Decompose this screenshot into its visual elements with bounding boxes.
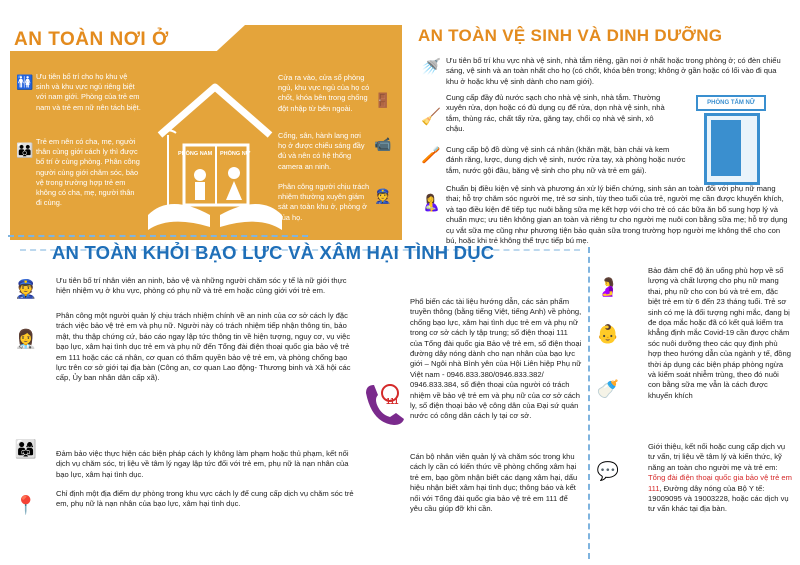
location-icon: 📍 (14, 495, 38, 515)
caregiver-icon: 👩‍⚕️ (14, 329, 38, 349)
hygiene-p4: Chuẩn bị điều kiện vệ sinh và phương án xử lý biến chứng, sinh sản an toàn đối với phụ nữ mang thai; hỗ trợ chăm sóc người mẹ, trẻ sơ sinh, tùy theo tuổi của trẻ, người mẹ cần được khuyến khích, và tạo điều kiện để tiếp tục nuôi bằng sữa mẹ kết hợp với cho trẻ có các bữa ăn bổ sung hợp lý và chuẩn mực; ưu tiên không gian an toàn và riêng tư cho người mẹ nuôi con bằng sữa mẹ; hỗ trợ dụng cụ vắt sữa mẹ cũng như phương tiện bảo quản sữa trong trường hợp người mẹ không thể cho con bú, hoặc khi trẻ không thể trực tiếp bú mẹ. (446, 184, 788, 246)
door-panel (711, 120, 741, 176)
safe-home-title: AN TOÀN NƠI Ở (14, 29, 169, 50)
violence-col3-p2 (648, 442, 792, 515)
safe-home-panel (10, 25, 402, 240)
safe-home-right-p3: Phân công người chịu trách nhiệm thường xuyên giám sát an toàn khu ở, phòng ở của họ. (278, 182, 370, 222)
toothbrush-icon: 🪥 (421, 147, 441, 164)
safe-home-right-p1: Cửa ra vào, cửa sổ phòng ngủ, khu vực ngủ của họ có chốt, khóa bên trong chống đột nhập từ bên ngoài. (278, 73, 370, 113)
safe-home-left-p1: Ưu tiên bố trí cho họ khu vệ sinh và khu vực ngủ riêng biệt với nam giới. Phòng của trẻ em nam và trẻ em nữ nên tách biệt. (36, 72, 141, 112)
counsel-icon: 💬 (596, 461, 620, 481)
col3-p2-text-a: Giới thiệu, kết nối hoặc cung cấp dịch vụ tư vấn, trị liệu về tâm lý và kiến thức, kỹ năng an toàn cho người mẹ và trẻ em: (648, 442, 786, 472)
violence-title: AN TOÀN KHỎI BẠO LỰC VÀ XÂM HẠI TÌNH DỤC (52, 242, 495, 263)
toilet-icon: 🚻 (16, 74, 34, 90)
safe-home-right-p2: Cổng, sân, hành lang nơi họ ở được chiếu sáng đầy đủ và nên có hệ thống camera an ninh. (278, 131, 365, 171)
col3-p2-text-b: , Đường dây nóng của Bộ Y tế: 19009095 và 19003228, hoặc các dịch vụ tư vấn khác tại địa bàn. (648, 483, 789, 514)
divider-left (8, 235, 308, 237)
room-label-men: PHÒNG NAM (178, 151, 213, 157)
safe-home-left-p2: Trẻ em nên có cha, mẹ, người thân cùng giới cách ly thì được bố trí ở cùng phòng. Phân công người cùng giới chăm sóc, bảo vệ trong trường hợp trẻ em không có cha, mẹ, người thân đi cùng. (36, 137, 140, 208)
violence-col3-p1: Bảo đảm chế độ ăn uống phù hợp về số lượng và chất lượng cho phụ nữ mang thai, phụ nữ cho con bú và trẻ em, đặc biệt trẻ em từ 6 đến 23 tháng tuổi. Trẻ sơ sinh có mẹ là đối tượng nghi mắc, đang bị đe dọa mắc hoặc đã có kết quả kiểm tra khẳng định mắc Covid-19 cần được chăm sóc nuôi dưỡng theo các quy định phù hợp theo hướng dẫn của ngành y tế, đồng thời áp dụng các biện pháp phòng ngừa và kiểm soát nhiễm trùng, theo đó nuôi con bằng sữa mẹ vẫn là cách được khuyến khích (648, 266, 791, 400)
shower-icon: 🚿 (421, 59, 441, 76)
phone-icon (360, 383, 408, 427)
violence-col2-p2: Cán bộ nhân viên quản lý và chăm sóc trong khu cách ly cần có kiến thức về phòng chống xâm hại trẻ em, bạo gồm nhận biết các dạng xâm hại, dấu hiệu nhận biết xâm hại tình dục; thông báo và kết nối với Tổng đài quốc gia bảo vệ trẻ em 111 để yêu cầu giúp đỡ khi cần. (410, 452, 578, 514)
family-protect-icon: 👨‍👩‍👧 (14, 439, 38, 459)
police-icon: 👮 (14, 279, 38, 299)
door-icon: 🚪 (374, 92, 392, 108)
women-bathroom-illustration (690, 95, 770, 183)
door-frame (704, 113, 760, 185)
violence-col2-p1: Phổ biến các tài liệu hướng dẫn, các sản phẩm truyền thông (bằng tiếng Việt, tiếng Anh) về phòng, chống bạo lực, xâm hại tình dục trẻ em và phụ nữ trong cơ sở cách ly tập trung; số điện thoại 111 của Tổng đài quốc gia Bảo vệ trẻ em, số điện thoại đường dây nóng dành cho nạn nhân của bạo lực giới – Ngôi nhà Bình yên của Hội Liên hiệp Phụ nữ Việt nam - 0946.833.380/0946.833.382/ 0946.833.384, số điện thoại của người có trách nhiệm về bảo vệ trẻ em và phụ nữ của cơ sở cách ly, số điện thoại bảo vệ công dân của Đại sứ quán nước có công dân cách ly tại cơ sở. (410, 297, 582, 421)
violence-col1-p2: Phân công một người quản lý chịu trách nhiệm chính về an ninh của cơ sở cách ly đặc trách việc bảo vệ trẻ em và phụ nữ. Người này có trách nhiệm tiếp nhận thông tin, bảo mật, thu thập chứng cứ, báo cáo ngay lập tức thông tin về hiện tượng, nguy cơ, vụ việc bạo lực, xâm hại tình dục trẻ em và phụ nữ đến Tổng đài điện thoại quốc gia bảo vệ trẻ em 111 hoặc các cá nhân, cơ quan có thẩm quyền bảo vệ trẻ em, và phòng chống bạo lực trên cơ sở giới tại địa bàn (Công an, cơ quan Lao động- Thương binh và Xã hội các cấp, Ủy ban nhân dân cấp xã). (56, 311, 351, 383)
hotline-111-badge: 111 (386, 397, 399, 406)
hygiene-p3: Cung cấp bộ đồ dùng vệ sinh cá nhân (khăn mặt, bàn chải và kem đánh răng, lược, dung dịch vệ sinh, nước rửa tay, xà phòng hoặc nước tắm, nước gội đầu, băng vệ sinh cho phụ nữ và trẻ em gái). (446, 145, 686, 175)
camera-icon: 📹 (374, 136, 392, 152)
hotline-phone-icon (360, 383, 408, 427)
baby-icon: 👶 (596, 324, 620, 344)
violence-col1-p3: Đảm bảo việc thực hiện các biện pháp cách ly không làm phạm hoặc thủ phạm, kết nối dịch vụ chăm sóc, trị liệu về tâm lý ngay lập tức đối với trẻ em, phụ nữ là nạn nhân của bạo lực, xâm hại tình dục. (56, 449, 349, 479)
hands-house-illustration (140, 65, 290, 240)
pregnant-icon: 🤰 (596, 277, 620, 297)
room-label-women: PHÒNG NỮ (220, 151, 251, 157)
guard-icon: 👮 (374, 188, 392, 204)
hygiene-title: AN TOÀN VỆ SINH VÀ DINH DƯỠNG (418, 26, 723, 45)
mother-baby-icon: 🤱 (421, 195, 441, 212)
violence-col1-p4: Chỉ định một địa điểm dự phòng trong khu vực cách ly để cung cấp dịch vụ chăm sóc trẻ em, phụ nữ là nạn nhân của bạo lực, xâm hại tình dục. (56, 489, 354, 509)
bathroom-sign: PHÒNG TẮM NỮ (696, 95, 766, 111)
broom-icon: 🧹 (421, 109, 441, 126)
hygiene-p1: Ưu tiên bố trí khu vực nhà vệ sinh, nhà tắm riêng, gần nơi ở nhất hoặc trong phòng ở; có đèn chiếu sáng, vệ sinh và an toàn nhất cho họ (có chốt, khóa bên trong; không ở gần hoặc có lối vào đi qua khu ở hoặc khu vệ sinh dành cho nam giới). (446, 56, 781, 86)
bottle-icon: 🍼 (596, 379, 620, 399)
violence-col1-p1: Ưu tiên bố trí nhân viên an ninh, bảo vệ và những người chăm sóc y tế là nữ giới thực hiện nhiệm vụ ở khu vực, phòng có phụ nữ và trẻ em hoặc cùng giới với trẻ em. (56, 276, 347, 296)
hygiene-p2: Cung cấp đầy đủ nước sạch cho nhà vệ sinh, nhà tắm. Thường xuyên rửa, dọn hoặc có đủ dụng cụ để rửa, dọn nhà vệ sinh, nhà tắm, thùng rác, chất tẩy rửa, găng tay, chổi cọ nhà vệ sinh, xô chậu. (446, 93, 665, 134)
family-icon: 👪 (16, 142, 34, 158)
hotline-111-link: Tổng đài điện thoại quốc gia bảo vệ trẻ em 111 (648, 473, 792, 493)
divider-vertical (588, 247, 590, 559)
